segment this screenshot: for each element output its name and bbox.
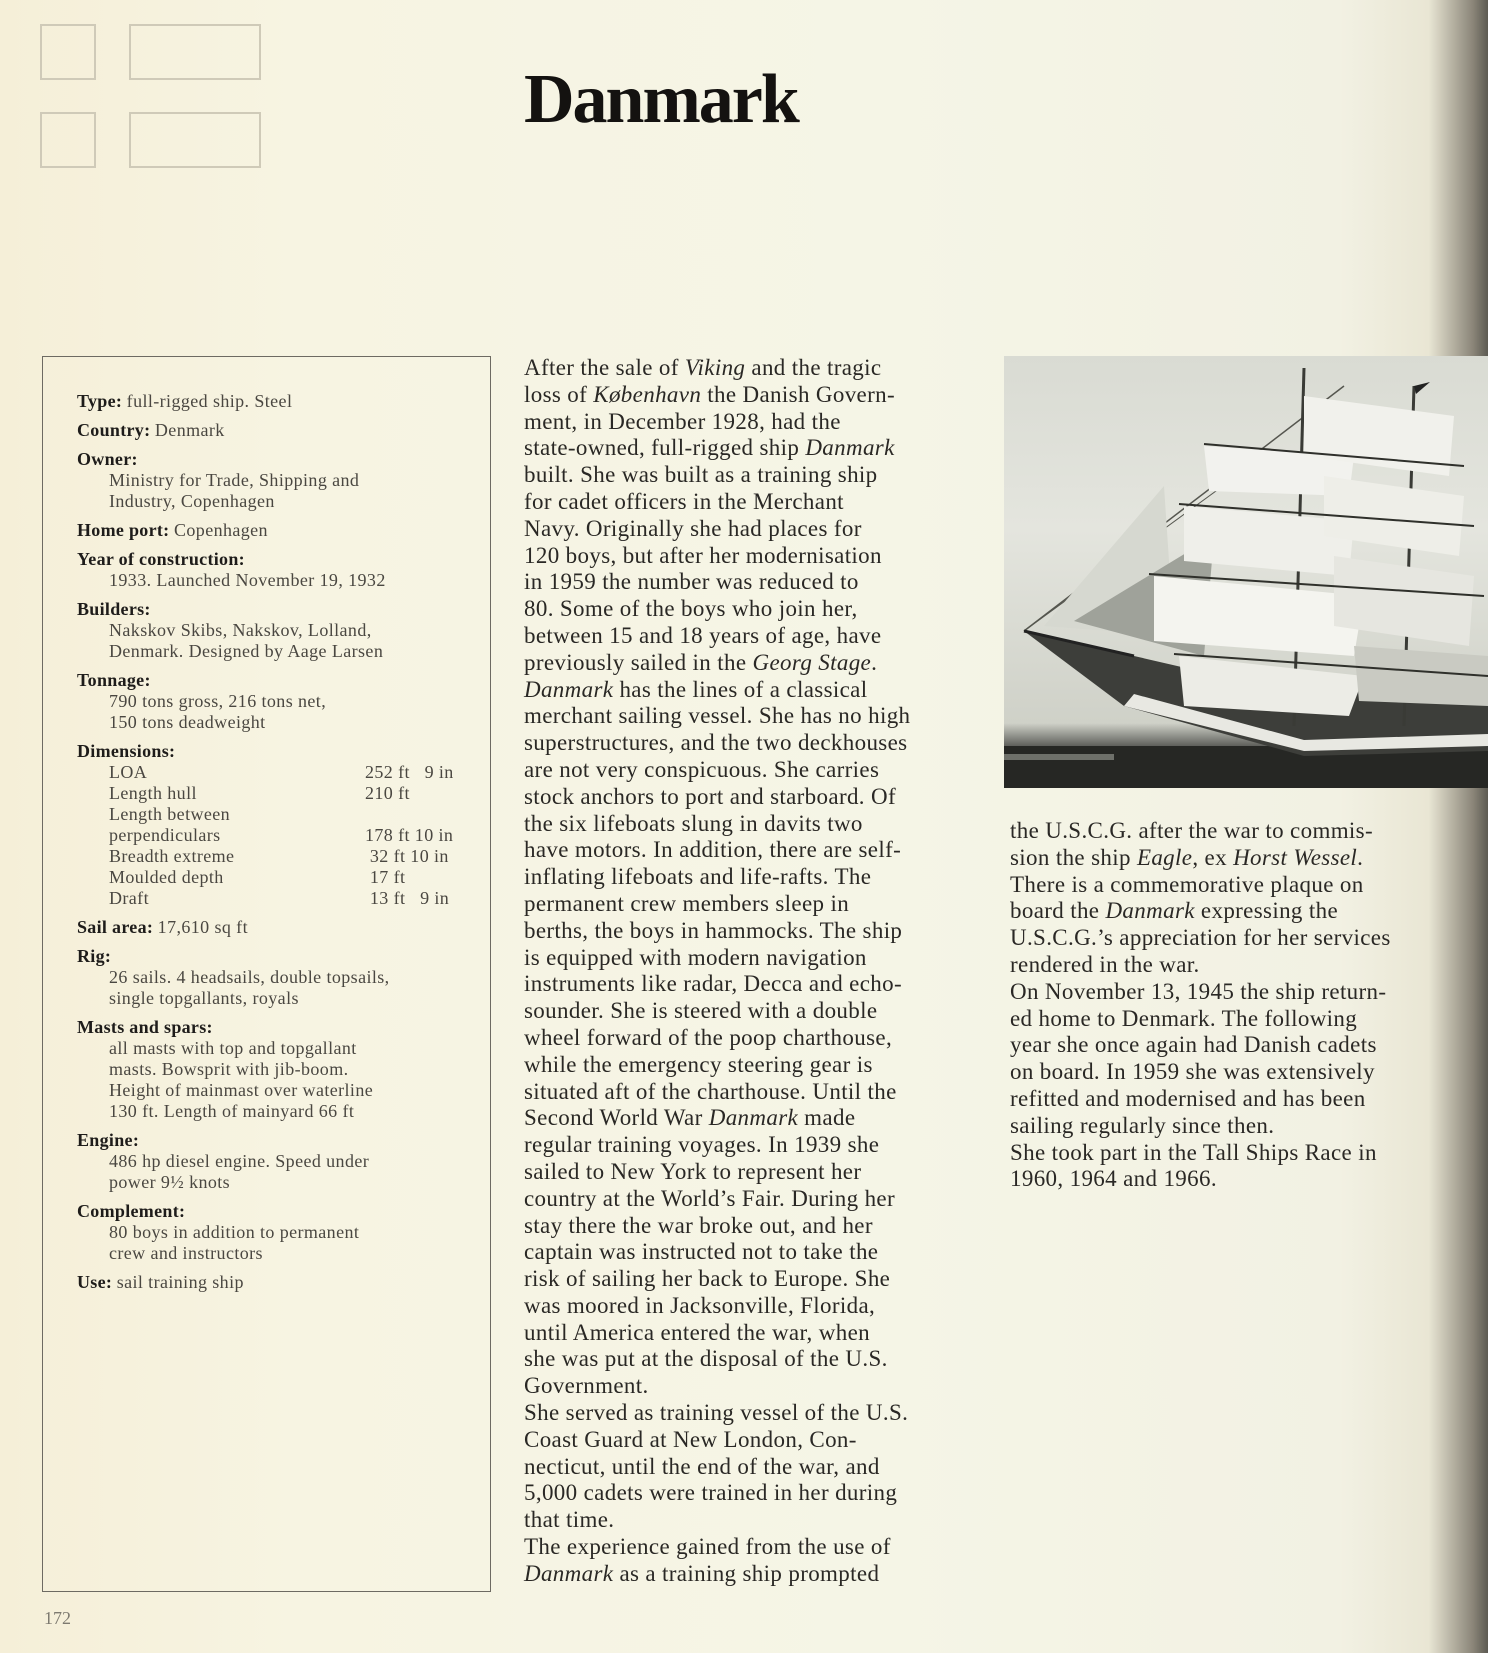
text-line: state-owned, full-rigged ship Danmark — [524, 435, 895, 461]
page-number: 172 — [44, 1608, 71, 1628]
spec-value: sail training ship — [116, 1272, 244, 1292]
text-line: on board. In 1959 she was extensively — [1010, 1059, 1375, 1085]
text-line: Second World War Danmark made — [524, 1105, 856, 1131]
text-line: necticut, until the end of the war, and — [524, 1453, 880, 1479]
dimension-row — [77, 825, 477, 846]
spec-owner — [77, 449, 477, 512]
text-line: ment, in December 1928, had the — [524, 408, 841, 434]
text-line: 120 boys, but after her modernisation — [524, 542, 882, 568]
text-line: risk of sailing her back to Europe. She — [524, 1266, 891, 1292]
text-line: After the sale of Viking and the tragic — [524, 355, 882, 380]
ship-name: Horst Wessel — [1233, 844, 1358, 870]
text-line: permanent crew members sleep in — [524, 890, 850, 916]
text-line: sailed to New York to represent her — [524, 1158, 862, 1184]
dimension-label: LOA — [109, 762, 148, 782]
dimension-value: 210 ft — [365, 783, 410, 803]
text-line: Government. — [524, 1373, 649, 1399]
text-line: rendered in the war. — [1010, 951, 1200, 977]
dimension-label: Breadth extreme — [109, 846, 235, 866]
text-line: sion the ship Eagle, ex Horst Wessel. — [1010, 844, 1364, 870]
spec-type — [77, 391, 477, 412]
dimension-row — [77, 762, 477, 783]
dimension-label: Length hull — [109, 783, 197, 803]
text-line: stock anchors to port and starboard. Of — [524, 783, 896, 809]
text-line: Navy. Originally she had places for — [524, 515, 862, 541]
spec-tonnage — [77, 670, 477, 733]
text-line: instruments like radar, Decca and echo- — [524, 971, 903, 997]
spec-value-line: crew and instructors — [109, 1243, 263, 1263]
registration-box — [40, 112, 96, 168]
spec-engine — [77, 1130, 477, 1193]
text-line: stay there the war broke out, and her — [524, 1212, 873, 1238]
ship-name: København — [593, 381, 702, 407]
text-line: is equipped with modern navigation — [524, 944, 867, 970]
text-line: between 15 and 18 years of age, have — [524, 622, 882, 648]
dimension-value: 17 ft — [365, 867, 406, 887]
ship-name: Danmark — [524, 676, 614, 702]
spec-use — [77, 1272, 477, 1293]
spec-value: Copenhagen — [173, 520, 268, 540]
ship-name: Georg Stage — [752, 649, 872, 675]
spec-value-line: 486 hp diesel engine. Speed under — [109, 1151, 370, 1171]
spec-builders — [77, 599, 477, 662]
dimension-value: 252 ft 9 in — [365, 762, 454, 782]
spec-label: Masts and spars: — [77, 1017, 213, 1037]
spec-label: Dimensions: — [77, 741, 176, 761]
text-line: the six lifeboats slung in davits two — [524, 810, 863, 836]
text-line: captain was instructed not to take the — [524, 1239, 879, 1265]
dimension-label: perpendiculars — [109, 825, 221, 845]
ship-name: Viking — [684, 355, 746, 380]
text-line: loss of København the Danish Govern- — [524, 381, 895, 407]
text-line: sailing regularly since then. — [1010, 1112, 1275, 1138]
text-line: There is a commemorative plaque on — [1010, 871, 1364, 897]
text-line: superstructures, and the two deckhouses — [524, 730, 908, 756]
spec-value: 17,610 sq ft — [157, 917, 248, 937]
spec-value-line: masts. Bowsprit with jib-boom. — [109, 1059, 349, 1079]
text-line: country at the World’s Fair. During her — [524, 1185, 896, 1211]
text-line: situated aft of the charthouse. Until the — [524, 1078, 897, 1104]
dimension-value: 32 ft 10 in — [365, 846, 449, 866]
spec-value-line: 26 sails. 4 headsails, double topsails, — [109, 967, 390, 987]
ship-photo — [1004, 356, 1488, 788]
text-line: merchant sailing vessel. She has no high — [524, 703, 911, 729]
ship-illustration-icon — [1004, 356, 1488, 788]
dimension-value: 13 ft 9 in — [365, 888, 450, 908]
spec-dimensions — [77, 741, 477, 909]
spec-label: Use: — [77, 1272, 113, 1292]
dimension-row — [77, 846, 477, 867]
dimension-row — [77, 867, 477, 888]
spec-label: Country: — [77, 420, 151, 440]
text-line: until America entered the war, when — [524, 1319, 870, 1345]
text-line: Coast Guard at New London, Con- — [524, 1426, 857, 1452]
dimension-row — [77, 804, 477, 825]
text-line: have motors. In addition, there are self- — [524, 837, 902, 863]
spec-value-line: 790 tons gross, 216 tons net, — [109, 691, 327, 711]
spec-label: Builders: — [77, 599, 151, 619]
body-text-column-right — [1010, 818, 1480, 1193]
text-line: was moored in Jacksonville, Florida, — [524, 1292, 876, 1318]
spec-value-line: Ministry for Trade, Shipping and — [109, 470, 360, 490]
spec-value-line: Nakskov Skibs, Nakskov, Lolland, — [109, 620, 372, 640]
text-line: board the Danmark expressing the — [1010, 898, 1339, 924]
spec-value-line: 150 tons deadweight — [109, 712, 266, 732]
text-line: On November 13, 1945 the ship return- — [1010, 978, 1387, 1004]
text-line: Danmark as a training ship prompted — [524, 1560, 880, 1586]
text-line: regular training voyages. In 1939 she — [524, 1132, 880, 1158]
spec-value: full-rigged ship. Steel — [126, 391, 293, 411]
dimension-label: Length between — [109, 804, 231, 824]
spec-label: Owner: — [77, 449, 138, 469]
registration-box — [129, 112, 261, 168]
spec-label: Complement: — [77, 1201, 186, 1221]
page-title: Danmark — [524, 60, 798, 138]
registration-box — [129, 24, 261, 80]
text-line: The experience gained from the use of — [524, 1534, 891, 1560]
spec-value-line: all masts with top and topgallant — [109, 1038, 357, 1058]
spec-label: Year of construction: — [77, 549, 245, 569]
spec-label: Tonnage: — [77, 670, 151, 690]
spec-value: Denmark — [154, 420, 225, 440]
dimension-label: Draft — [109, 888, 149, 908]
text-line: she was put at the disposal of the U.S. — [524, 1346, 888, 1372]
spec-value-line: Denmark. Designed by Aage Larsen — [109, 641, 384, 661]
text-line: are not very conspicuous. She carries — [524, 756, 880, 782]
ship-name: Eagle — [1136, 844, 1193, 870]
spec-value-line: 1933. Launched November 19, 1932 — [109, 570, 386, 590]
spec-sail-area — [77, 917, 477, 938]
spec-year — [77, 549, 477, 591]
dimension-row — [77, 888, 477, 909]
text-line: U.S.C.G.’s appreciation for her services — [1010, 925, 1391, 951]
registration-box — [40, 24, 96, 80]
specifications-box — [42, 356, 491, 1592]
text-line: year she once again had Danish cadets — [1010, 1032, 1377, 1058]
spec-label: Type: — [77, 391, 123, 411]
spec-rig — [77, 946, 477, 1009]
spec-value-line: single topgallants, royals — [109, 988, 299, 1008]
text-line: that time. — [524, 1507, 615, 1533]
text-line: previously sailed in the Georg Stage. — [524, 649, 878, 675]
text-line: sounder. She is steered with a double — [524, 998, 878, 1024]
dimension-label: Moulded depth — [109, 867, 224, 887]
spec-country — [77, 420, 477, 441]
text-line: Danmark has the lines of a classical — [524, 676, 868, 702]
spec-label: Home port: — [77, 520, 170, 540]
text-line: berths, the boys in hammocks. The ship — [524, 917, 903, 943]
spec-label: Engine: — [77, 1130, 140, 1150]
text-line: wheel forward of the poop charthouse, — [524, 1024, 893, 1050]
spec-value-line: 130 ft. Length of mainyard 66 ft — [109, 1101, 355, 1121]
spec-value-line: power 9½ knots — [109, 1172, 231, 1192]
dimension-value: 178 ft 10 in — [365, 825, 454, 845]
spec-value-line: 80 boys in addition to permanent — [109, 1222, 360, 1242]
text-line: ed home to Denmark. The following — [1010, 1005, 1358, 1031]
text-line: while the emergency steering gear is — [524, 1051, 873, 1077]
text-line: the U.S.C.G. after the war to commis- — [1010, 818, 1373, 843]
ship-name: Danmark — [524, 1560, 614, 1586]
body-text-column-middle — [524, 355, 964, 1588]
ship-name: Danmark — [708, 1105, 799, 1131]
text-line: for cadet officers in the Merchant — [524, 488, 844, 514]
spec-value-line: Industry, Copenhagen — [109, 491, 275, 511]
text-line: 80. Some of the boys who join her, — [524, 596, 858, 622]
spec-list — [77, 391, 477, 1301]
spec-value-line: Height of mainmast over waterline — [109, 1080, 374, 1100]
text-line: 5,000 cadets were trained in her during — [524, 1480, 898, 1506]
spec-home-port — [77, 520, 477, 541]
spec-masts — [77, 1017, 477, 1122]
dimension-row — [77, 783, 477, 804]
ship-name: Danmark — [805, 435, 895, 461]
text-line: refitted and modernised and has been — [1010, 1085, 1366, 1111]
spec-label: Rig: — [77, 946, 112, 966]
text-line: inflating lifeboats and life-rafts. The — [524, 864, 872, 890]
text-line: She served as training vessel of the U.S. — [524, 1400, 909, 1426]
spec-label: Sail area: — [77, 917, 154, 937]
spec-complement — [77, 1201, 477, 1264]
text-line: built. She was built as a training ship — [524, 462, 878, 488]
text-line: 1960, 1964 and 1966. — [1010, 1166, 1217, 1192]
text-line: in 1959 the number was reduced to — [524, 569, 859, 595]
text-line: She took part in the Tall Ships Race in — [1010, 1139, 1377, 1165]
ship-name: Danmark — [1105, 898, 1195, 924]
